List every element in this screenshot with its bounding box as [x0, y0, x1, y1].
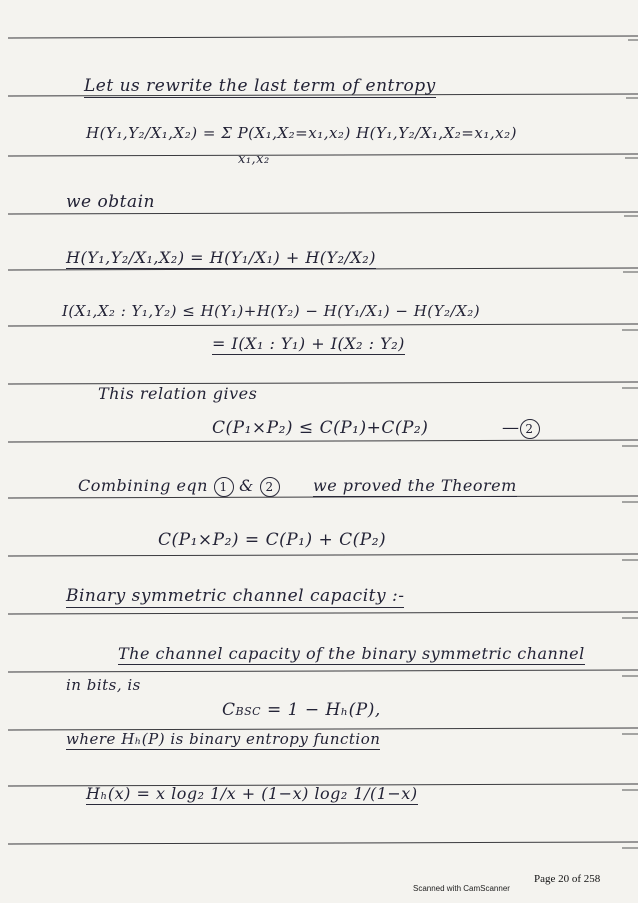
scanner-watermark: Scanned with CamScanner [413, 884, 510, 893]
heading-bsc-capacity: Binary symmetric channel capacity :- [66, 586, 405, 606]
equation-entropy-split: H(Y₁,Y₂/X₁,X₂) = H(Y₁/X₁) + H(Y₂/X₂) [66, 248, 376, 267]
text-we-obtain: we obtain [66, 192, 155, 212]
ampersand: & [239, 476, 254, 495]
cbsc-symbol: C [222, 700, 236, 720]
equation-mutual-info-sum: = I(X₁ : Y₁) + I(X₂ : Y₂) [212, 334, 405, 353]
proved-theorem-text: we proved the Theorem [313, 476, 517, 495]
equation-cbsc [222, 700, 381, 720]
text-channel-capacity-bsc: The channel capacity of the binary symmetric channel [118, 644, 585, 663]
equation-capacity-inequality: C(P₁×P₂) ≤ C(P₁)+C(P₂) [212, 418, 429, 438]
equation-capacity-sum: C(P₁×P₂) = C(P₁) + C(P₂) [158, 530, 387, 550]
ref-eqn-1: 1 [214, 477, 234, 497]
text-this-relation-gives: This relation gives [98, 384, 258, 403]
cbsc-subscript: BSC [235, 705, 262, 718]
equation-tag-2: — 2 [502, 418, 540, 439]
page-number: Page 20 of 258 [534, 873, 601, 885]
text-where-hb-binary-entropy: where Hₕ(P) is binary entropy function [66, 730, 381, 748]
combining-eqn-label: Combining eqn [78, 476, 208, 495]
ref-eqn-2: 2 [260, 477, 280, 497]
summation-index: x₁,x₂ [238, 152, 270, 167]
cbsc-rhs: = 1 − Hₕ(P), [266, 700, 381, 720]
equation-binary-entropy: Hₕ(x) = x log₂ 1/x + (1−x) log₂ 1/(1−x) [86, 784, 418, 803]
text-combining-equations [78, 476, 517, 497]
equation-conditional-entropy: H(Y₁,Y₂/X₁,X₂) = Σ P(X₁,X₂=x₁,x₂) H(Y₁,Y₂/X₁,X₂=x₁,x₂) [86, 124, 517, 142]
heading-rewrite-entropy: Let us rewrite the last term of entropy [84, 76, 436, 96]
text-in-bits-is: in bits, is [66, 676, 141, 694]
equation-mutual-info-bound: I(X₁,X₂ : Y₁,Y₂) ≤ H(Y₁)+H(Y₂) − H(Y₁/X₁) − H(Y₂/X₂) [62, 302, 481, 320]
